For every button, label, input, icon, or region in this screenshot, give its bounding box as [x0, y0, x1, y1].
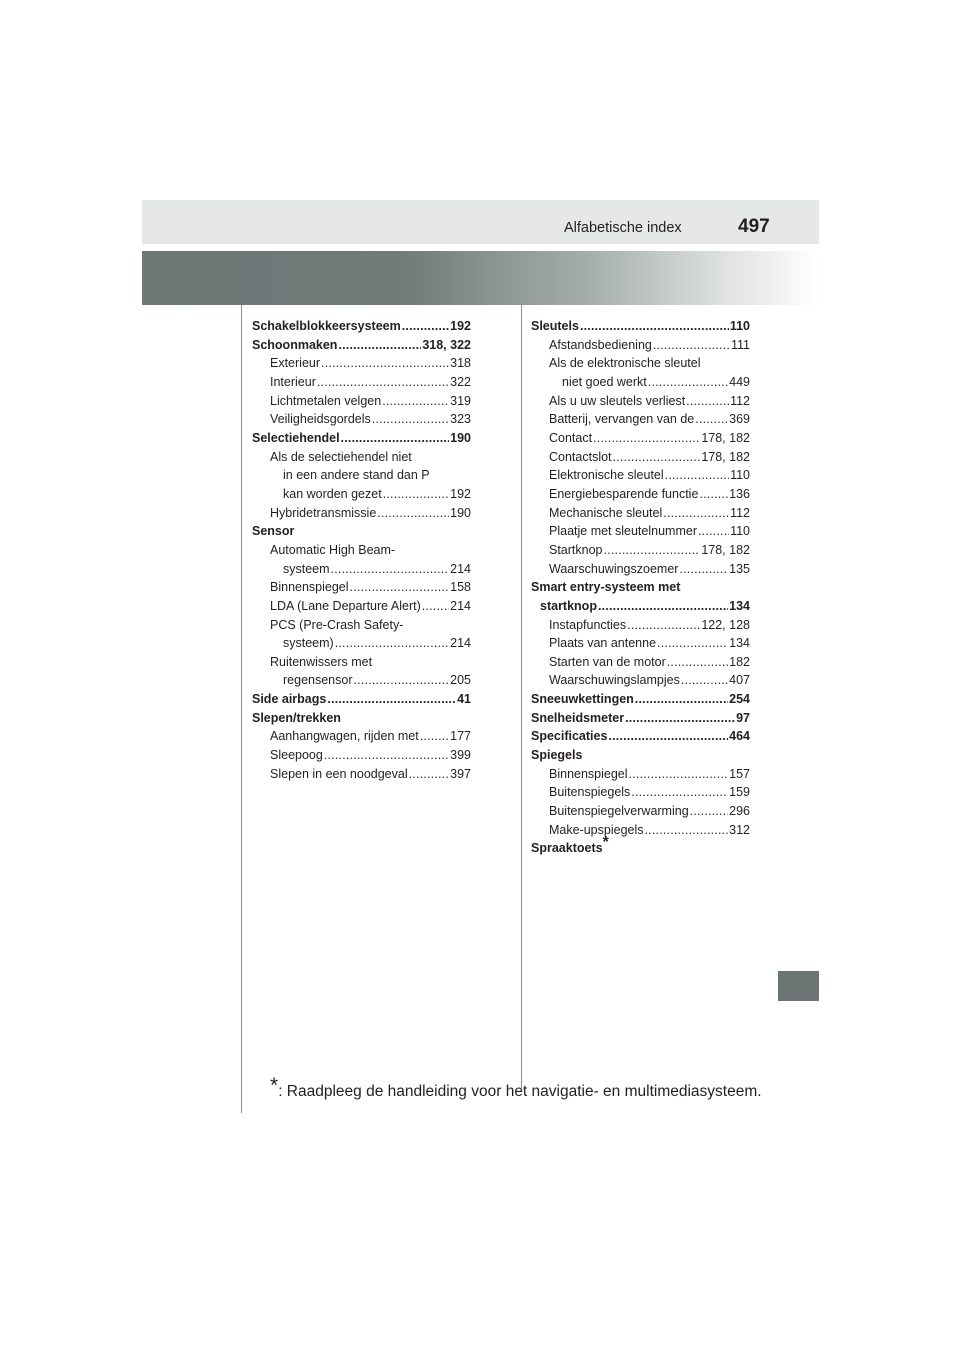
index-term: Binnenspiegel — [549, 766, 628, 781]
dot-leader — [667, 653, 728, 672]
page-reference: 296 — [729, 804, 750, 819]
index-entry — [252, 634, 471, 653]
index-entry — [531, 578, 750, 597]
page-reference: 190 — [450, 430, 471, 445]
index-term: Binnenspiegel — [270, 580, 349, 595]
page-reference: 323 — [450, 412, 471, 427]
index-entry — [531, 485, 750, 504]
index-term: Als de selectiehendel niet — [270, 449, 412, 464]
dot-leader — [627, 616, 700, 635]
page-reference: 205 — [450, 673, 471, 688]
dot-leader — [402, 317, 449, 336]
index-entry — [252, 746, 471, 765]
index-term: Automatic High Beam- — [270, 542, 396, 557]
page-number: 497 — [738, 216, 770, 237]
dot-leader — [580, 317, 729, 336]
index-term: Contact — [549, 430, 593, 445]
page-reference: 319 — [450, 393, 471, 408]
dot-leader — [653, 336, 730, 355]
dot-leader — [321, 354, 449, 373]
index-term: Ruitenwissers met — [270, 654, 373, 669]
index-entry — [531, 560, 750, 579]
index-entry — [252, 765, 471, 784]
page-reference: 112 — [730, 505, 750, 520]
index-term: Schakelblokkeersysteem — [252, 319, 401, 333]
index-entry — [531, 634, 750, 653]
index-entry — [252, 690, 471, 709]
section-title: Alfabetische index — [564, 220, 682, 236]
index-entry — [252, 354, 471, 373]
header-bar — [142, 200, 819, 244]
index-entry — [252, 709, 471, 728]
page-reference: 318, 322 — [422, 337, 471, 352]
index-entry — [252, 485, 471, 504]
page-reference: 134 — [729, 598, 750, 613]
index-term: Afstandsbediening — [549, 337, 652, 352]
dot-leader — [324, 746, 449, 765]
dot-leader — [648, 373, 728, 392]
index-entry — [252, 373, 471, 392]
index-term: Spraaktoets — [531, 841, 603, 856]
dot-leader — [690, 802, 728, 821]
index-term: Waarschuwingslampjes — [549, 673, 680, 688]
dot-leader — [409, 765, 450, 784]
page-reference: 214 — [450, 636, 471, 651]
index-term: Buitenspiegels — [549, 785, 631, 800]
dot-leader — [604, 541, 701, 560]
index-entry — [252, 448, 471, 467]
index-term: niet goed werkt — [562, 374, 647, 389]
index-term: Als u uw sleutels verliest — [549, 393, 686, 408]
index-term: systeem) — [283, 636, 334, 651]
dot-leader — [681, 671, 728, 690]
dot-leader — [327, 690, 456, 709]
dot-leader — [613, 448, 701, 467]
dot-leader — [372, 410, 449, 429]
dot-leader — [679, 560, 728, 579]
index-entry — [531, 317, 750, 336]
page-reference: 449 — [729, 374, 750, 389]
page-reference: 134 — [729, 636, 750, 651]
page-reference: 407 — [729, 673, 750, 688]
index-term: Lichtmetalen velgen — [270, 393, 382, 408]
index-term: systeem — [283, 561, 330, 576]
page-reference: 192 — [450, 486, 471, 501]
footnote-text: : Raadpleeg de handleiding voor het navigatie- en multimediasysteem. — [278, 1083, 762, 1100]
index-entry — [531, 653, 750, 672]
index-entry — [531, 834, 750, 858]
index-entry — [252, 317, 471, 336]
index-term: Instapfuncties — [549, 617, 627, 632]
page-reference: 178, 182 — [701, 449, 750, 464]
dot-leader — [625, 709, 735, 728]
page-reference: 254 — [729, 692, 750, 707]
index-term: Hybridetransmissie — [270, 505, 377, 520]
index-entry — [531, 410, 750, 429]
dot-leader — [354, 671, 450, 690]
index-term: startknop — [540, 598, 597, 613]
dot-leader — [635, 690, 728, 709]
dot-leader — [350, 578, 450, 597]
page-reference: 110 — [730, 524, 750, 539]
index-entry — [531, 373, 750, 392]
dot-leader — [422, 597, 449, 616]
index-entry — [252, 504, 471, 523]
index-term: Buitenspiegelverwarming — [549, 804, 689, 819]
page-reference: 112 — [730, 393, 750, 408]
index-term: Energiebesparende functie — [549, 486, 699, 501]
index-term: Batterij, vervangen van de — [549, 412, 695, 427]
index-entry — [252, 671, 471, 690]
index-entry — [531, 597, 750, 616]
page-reference: 158 — [450, 580, 471, 595]
dot-leader — [420, 727, 449, 746]
index-term: Sneeuwkettingen — [531, 692, 634, 707]
index-term: Make-upspiegels — [549, 822, 644, 837]
index-entry — [531, 504, 750, 523]
index-entry — [252, 466, 471, 485]
index-term: Contactslot — [549, 449, 612, 464]
page-reference: 122, 128 — [701, 617, 750, 632]
section-thumb-tab — [778, 971, 819, 1001]
index-entry — [531, 783, 750, 802]
index-entry — [252, 560, 471, 579]
page-reference: 399 — [450, 748, 471, 763]
index-entry — [252, 429, 471, 448]
dot-leader — [331, 560, 450, 579]
index-term: Als de elektronische sleutel — [549, 356, 701, 371]
index-term: Selectiehendel — [252, 430, 340, 445]
index-entry — [252, 392, 471, 411]
index-column-left — [252, 317, 471, 783]
index-term: Plaatje met sleutelnummer — [549, 524, 697, 539]
dot-leader — [335, 634, 449, 653]
index-entry — [252, 597, 471, 616]
dot-leader — [338, 336, 421, 355]
index-entry — [252, 541, 471, 560]
page-reference: 177 — [450, 729, 471, 744]
page-reference: 111 — [730, 337, 750, 352]
dot-leader — [657, 634, 728, 653]
footnote — [270, 1074, 762, 1101]
dot-leader — [665, 466, 729, 485]
index-term: Plaats van antenne — [549, 636, 657, 651]
dot-leader — [593, 429, 700, 448]
index-entry — [531, 541, 750, 560]
dot-leader — [645, 821, 729, 840]
index-entry — [531, 616, 750, 635]
page-reference: 41 — [457, 692, 471, 707]
page-reference: 97 — [736, 710, 750, 725]
dot-leader — [377, 504, 449, 523]
index-term: Waarschuwingszoemer — [549, 561, 679, 576]
header-gradient-band — [142, 251, 819, 305]
index-term: Slepen/trekken — [252, 710, 341, 725]
page-reference: 159 — [729, 785, 750, 800]
index-term: Veiligheidsgordels — [270, 412, 371, 427]
index-term: Sensor — [252, 524, 295, 539]
page-reference: 192 — [450, 319, 471, 333]
page-reference: 110 — [729, 319, 750, 333]
index-entry — [531, 690, 750, 709]
dot-leader — [663, 504, 729, 523]
index-term: Exterieur — [270, 356, 321, 371]
dot-leader — [382, 392, 449, 411]
index-entry — [531, 765, 750, 784]
dot-leader — [383, 485, 449, 504]
index-entry — [531, 727, 750, 746]
index-term: Interieur — [270, 374, 316, 389]
index-term: Aanhangwagen, rijden met — [270, 729, 419, 744]
index-entry — [531, 522, 750, 541]
index-term: Startknop — [549, 542, 603, 557]
index-entry — [531, 466, 750, 485]
index-entry — [531, 802, 750, 821]
page-reference: 190 — [450, 505, 471, 520]
footnote-marker: * — [270, 1074, 279, 1097]
footnote-marker: * — [602, 834, 609, 852]
index-entry — [531, 821, 750, 840]
page-reference: 178, 182 — [701, 430, 750, 445]
page-reference: 397 — [450, 766, 471, 781]
page-reference: 214 — [450, 561, 471, 576]
page-reference: 110 — [730, 468, 750, 483]
index-term: Mechanische sleutel — [549, 505, 663, 520]
index-term: regensensor — [283, 673, 353, 688]
index-term: in een andere stand dan P — [283, 468, 430, 483]
index-entry — [531, 429, 750, 448]
dot-leader — [686, 392, 729, 411]
page-reference: 135 — [729, 561, 750, 576]
dot-leader — [608, 727, 728, 746]
index-entry — [252, 616, 471, 635]
page-reference: 136 — [729, 486, 750, 501]
index-term: Snelheidsmeter — [531, 710, 625, 725]
index-entry — [252, 336, 471, 355]
page-reference: 157 — [729, 766, 750, 781]
index-term: kan worden gezet — [283, 486, 382, 501]
index-entry — [252, 522, 471, 541]
index-entry — [531, 392, 750, 411]
index-entry — [252, 653, 471, 672]
index-entry — [531, 746, 750, 765]
page-reference: 312 — [729, 822, 750, 837]
page-reference: 182 — [729, 654, 750, 669]
index-term: Slepen in een noodgeval — [270, 766, 408, 781]
index-term: PCS (Pre-Crash Safety- — [270, 617, 404, 632]
column-divider — [521, 305, 522, 1088]
index-term: Smart entry-systeem met — [531, 580, 681, 595]
index-term: Sleutels — [531, 319, 579, 333]
page-reference: 214 — [450, 598, 471, 613]
index-entry — [531, 448, 750, 467]
dot-leader — [631, 783, 728, 802]
dot-leader — [341, 429, 450, 448]
page-reference: 464 — [729, 729, 750, 744]
dot-leader — [698, 522, 729, 541]
dot-leader — [699, 485, 728, 504]
index-column-right — [531, 317, 750, 858]
dot-leader — [317, 373, 449, 392]
dot-leader — [598, 597, 728, 616]
index-term: Spiegels — [531, 748, 583, 763]
page-reference: 318 — [450, 356, 471, 371]
left-margin-rule — [241, 305, 242, 1113]
index-entry — [252, 410, 471, 429]
index-entry — [531, 336, 750, 355]
index-entry — [252, 578, 471, 597]
index-term: Specificaties — [531, 729, 608, 744]
page-reference: 322 — [450, 374, 471, 389]
index-term: Starten van de motor — [549, 654, 666, 669]
index-term: Sleepoog — [270, 748, 323, 763]
page-reference: 369 — [729, 412, 750, 427]
index-entry — [531, 671, 750, 690]
page-reference: 178, 182 — [701, 542, 750, 557]
index-term: Elektronische sleutel — [549, 468, 664, 483]
index-entry — [252, 727, 471, 746]
index-entry — [531, 709, 750, 728]
index-term: LDA (Lane Departure Alert) — [270, 598, 421, 613]
dot-leader — [629, 765, 729, 784]
index-entry — [531, 354, 750, 373]
index-term: Schoonmaken — [252, 337, 338, 352]
index-term: Side airbags — [252, 692, 327, 707]
dot-leader — [695, 410, 728, 429]
